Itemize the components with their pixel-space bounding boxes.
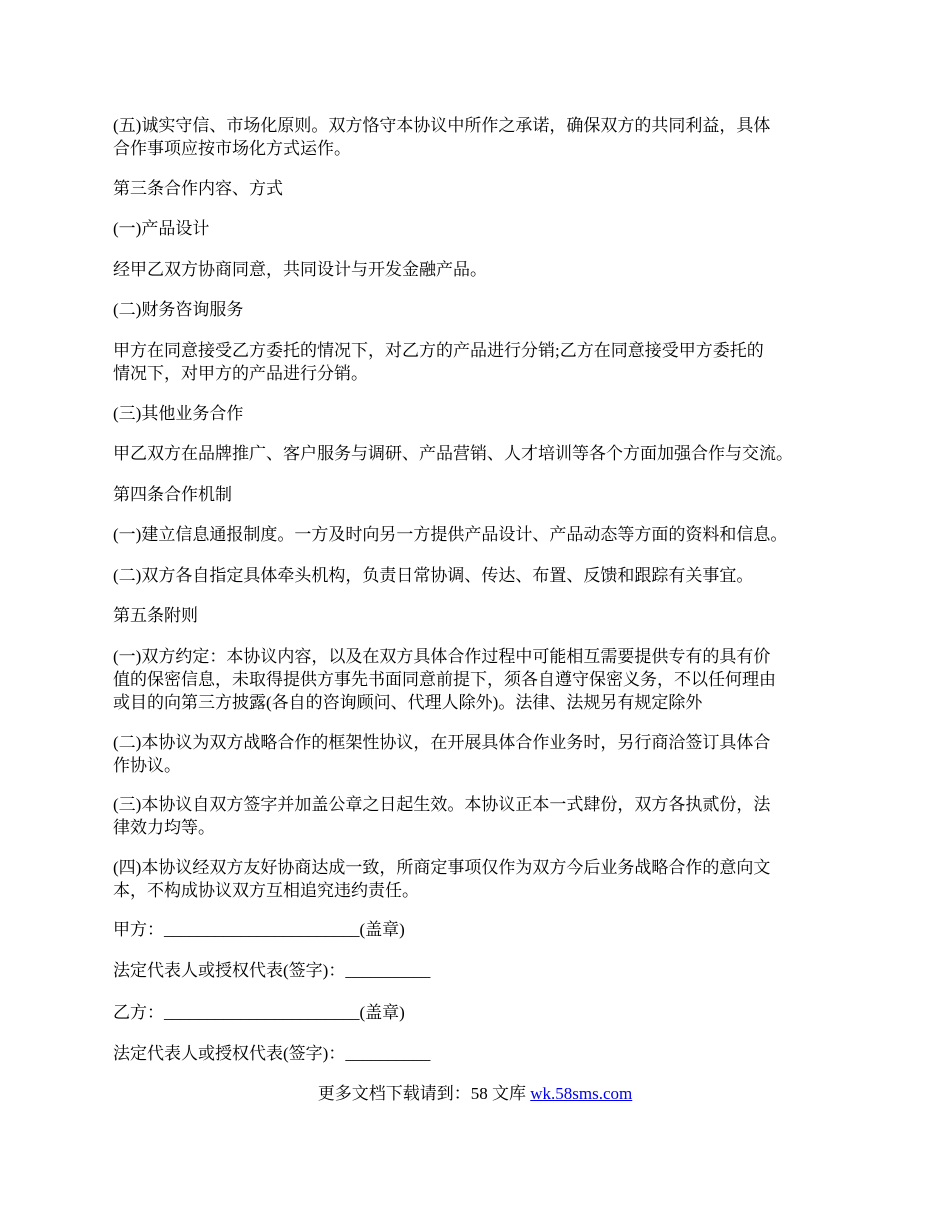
- signature-party-a-representative: [113, 959, 853, 982]
- text-line: 乙方：_______________________(盖章): [113, 1003, 405, 1022]
- signature-party-a-seal: [113, 918, 853, 941]
- text-line: (二)双方各自指定具体牵头机构，负责日常协调、传达、布置、反馈和跟踪有关事宜。: [113, 566, 754, 585]
- paragraph-confidentiality: [113, 645, 853, 714]
- text-line: (三)本协议自双方签字并加盖公章之日起生效。本协议正本一式肆份，双方各执贰份，法: [113, 795, 771, 814]
- signature-party-b-seal: [113, 1001, 853, 1024]
- text-line: 法定代表人或授权代表(签字)：__________: [113, 961, 431, 980]
- text-line: 甲方：_______________________(盖章): [113, 920, 405, 939]
- text-line: 本，不构成协议双方互相追究违约责任。: [113, 881, 419, 900]
- section-heading-article-5: [113, 604, 853, 627]
- footer-text: 更多文档下载请到：58 文库: [317, 1084, 531, 1103]
- text-line: (二)财务咨询服务: [113, 300, 244, 319]
- signature-party-b-representative: [113, 1042, 853, 1065]
- text-line: 第五条附则: [113, 606, 198, 625]
- text-line: 律效力均等。: [113, 818, 215, 837]
- paragraph-product-design: [113, 258, 853, 281]
- paragraph-principle-5: [113, 114, 853, 160]
- section-heading-article-3: [113, 177, 853, 200]
- text-line: 作协议。: [113, 756, 181, 775]
- paragraph-intent-statement: [113, 856, 853, 902]
- text-line: 值的保密信息，未取得提供方事先书面同意前提下，须各自遵守保密义务，不以任何理由: [113, 670, 776, 689]
- text-line: 第三条合作内容、方式: [113, 179, 283, 198]
- text-line: 经甲乙双方协商同意，共同设计与开发金融产品。: [113, 260, 487, 279]
- section-heading-article-4: [113, 483, 853, 506]
- text-line: 第四条合作机制: [113, 485, 232, 504]
- paragraph-mechanism-2: [113, 564, 853, 587]
- text-line: 情况下，对甲方的产品进行分销。: [113, 364, 368, 383]
- text-line: 合作事项应按市场化方式运作。: [113, 139, 351, 158]
- text-line: 法定代表人或授权代表(签字)：__________: [113, 1044, 431, 1063]
- text-line: (四)本协议经双方友好协商达成一致，所商定事项仅作为双方今后业务战略合作的意向文: [113, 858, 771, 877]
- text-line: (一)产品设计: [113, 219, 210, 238]
- text-line: 甲方在同意接受乙方委托的情况下，对乙方的产品进行分销;乙方在同意接受甲方委托的: [113, 341, 764, 360]
- paragraph-mechanism-1: [113, 523, 853, 546]
- paragraph-framework-agreement: [113, 731, 853, 777]
- text-line: (五)诚实守信、市场化原则。双方恪守本协议中所作之承诺，确保双方的共同利益，具体: [113, 116, 771, 135]
- text-line: (一)双方约定：本协议内容，以及在双方具体合作过程中可能相互需要提供专有的具有价: [113, 647, 771, 666]
- paragraph-other-cooperation: [113, 442, 853, 465]
- subheading-product-design: [113, 217, 853, 240]
- text-line: 甲乙双方在品牌推广、客户服务与调研、产品营销、人才培训等各个方面加强合作与交流。: [113, 444, 793, 463]
- text-line: (二)本协议为双方战略合作的框架性协议，在开展具体合作业务时，另行商洽签订具体合: [113, 733, 771, 752]
- paragraph-effectiveness: [113, 793, 853, 839]
- text-line: 或目的向第三方披露(各自的咨询顾问、代理人除外)。法律、法规另有规定除外: [113, 693, 703, 712]
- download-footer: [0, 1082, 950, 1105]
- text-line: (一)建立信息通报制度。一方及时向另一方提供产品设计、产品动态等方面的资料和信息。: [113, 525, 788, 544]
- subheading-other-cooperation: [113, 402, 853, 425]
- footer-link[interactable]: wk.58sms.com: [530, 1084, 633, 1103]
- text-line: (三)其他业务合作: [113, 404, 244, 423]
- subheading-financial-consulting: [113, 298, 853, 321]
- paragraph-financial-consulting: [113, 339, 853, 385]
